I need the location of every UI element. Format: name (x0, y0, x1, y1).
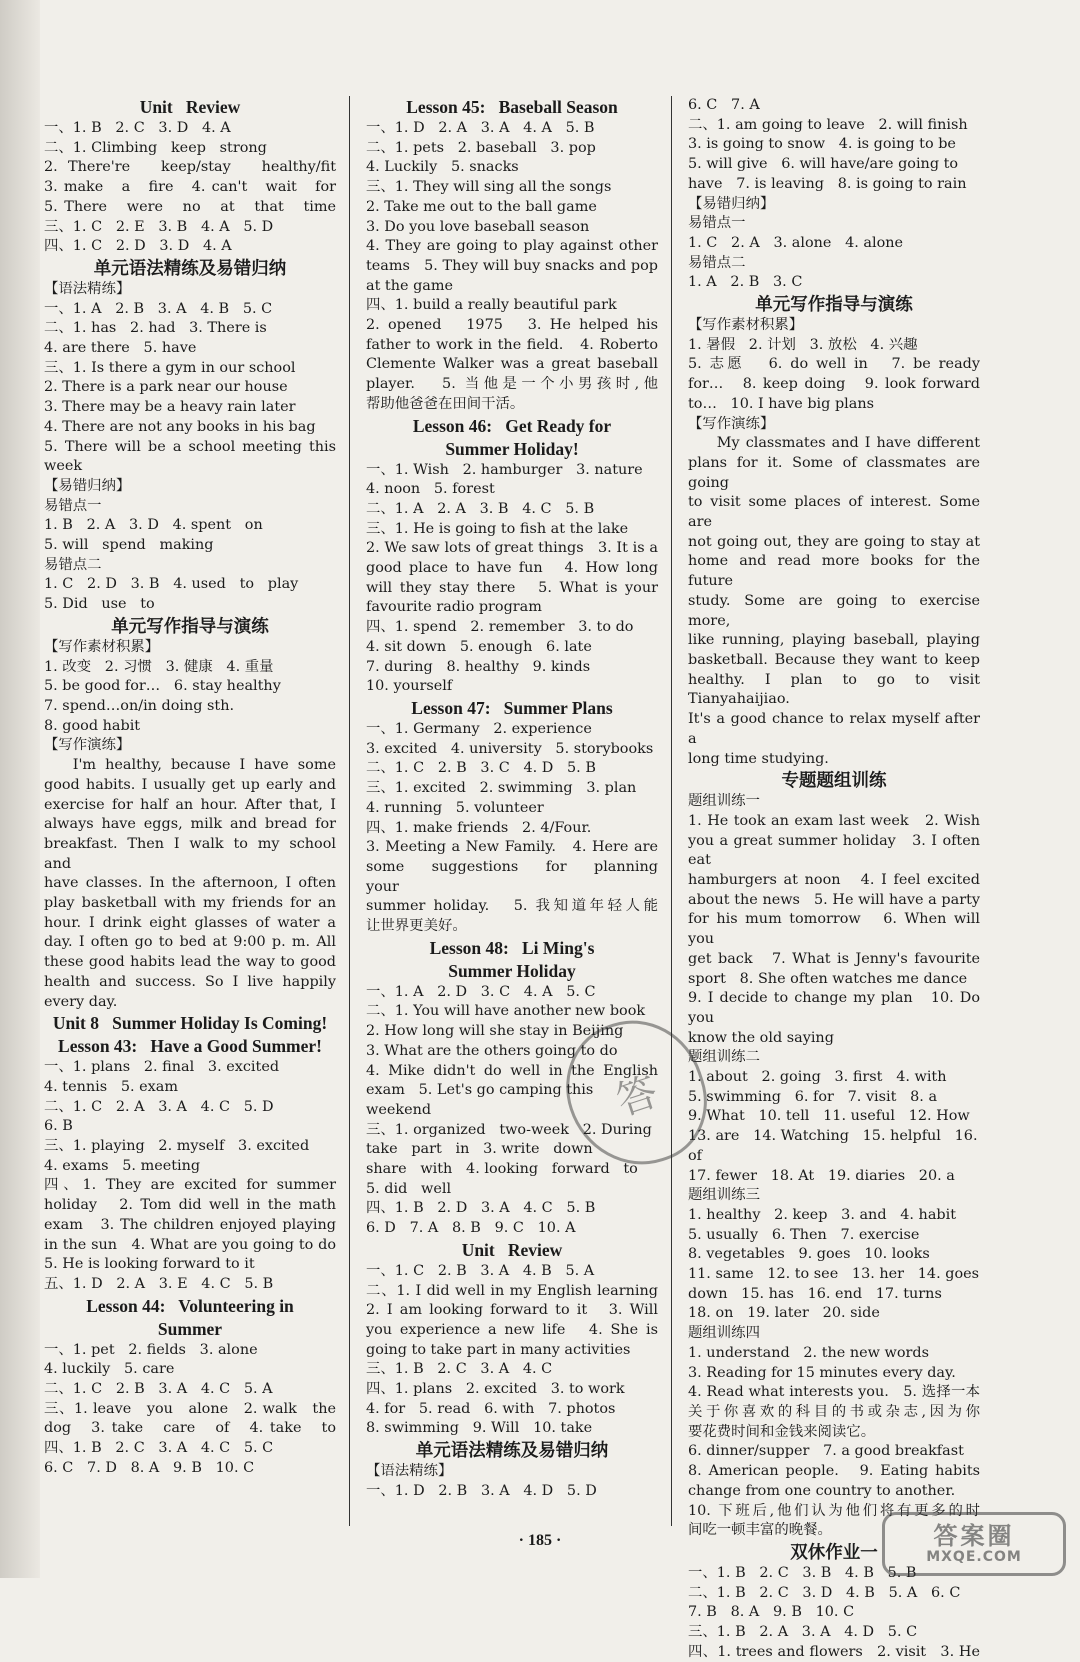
answer-line: play basketball with my friends for an (44, 895, 336, 912)
answer-line: 2. There're keep/stay healthy/fit (44, 159, 336, 176)
answer-line: 5. be good for… 6. stay healthy (44, 678, 281, 695)
answer-line: 帮助他爸爸在田间干活。 (366, 395, 525, 412)
answer-line: 一、1. B 2. C 3. B 4. B 5. B (688, 1564, 917, 1581)
section-heading: Lesson 48: Li Ming's (429, 937, 595, 958)
column-divider (671, 96, 672, 1526)
answer-line: 5. There were no at that time (44, 198, 336, 215)
watermark-sub: MXQE.COM (926, 1549, 1022, 1565)
answer-line: 一、1. Wish 2. hamburger 3. nature (366, 461, 643, 478)
answer-line: 1. He took an exam last week 2. Wish (688, 812, 980, 829)
answer-line: 4. sit down 5. enough 6. late (366, 638, 592, 655)
answer-line: 8. American people. 9. Eating habits (688, 1463, 980, 1480)
answer-line: 二、1. C 2. B 3. C 4. D 5. B (366, 760, 596, 777)
answer-line: 7. during 8. healthy 9. kinds (366, 658, 591, 675)
answer-line: 3. is going to snow 4. is going to be (688, 136, 956, 153)
answer-line: 四、1. plans 2. excited 3. to work (366, 1381, 625, 1398)
answer-line: 8. vegetables 9. goes 10. looks (688, 1246, 930, 1263)
answer-line: 四、1. trees and flowers 2. visit 3. He (688, 1643, 980, 1660)
answer-line: down 15. has 16. end 17. turns (688, 1285, 942, 1302)
answer-line: 4. Mike didn't do well in the English (366, 1062, 658, 1079)
answer-line: you experience a new life 4. She is (366, 1321, 658, 1338)
answer-line: 6. dinner/supper 7. a good breakfast (688, 1443, 964, 1460)
answer-line: 5. usually 6. Then 7. exercise (688, 1226, 920, 1243)
answer-line: like running, playing baseball, playing (688, 632, 980, 649)
answer-line: 三、1. They will sing all the songs (366, 179, 612, 196)
answer-line: 4. are there 5. have (44, 340, 197, 357)
section-heading: 单元写作指导与演练 (755, 294, 913, 315)
answer-line: 6. C 7. D 8. A 9. B 10. C (44, 1459, 255, 1476)
answer-line: 10. yourself (366, 678, 453, 695)
answer-line: 5. will give 6. will have/are going to (688, 156, 959, 173)
answer-line: 二、1. C 2. A 3. A 4. C 5. D (44, 1098, 274, 1115)
answer-line: 1. C 2. A 3. alone 4. alone (688, 234, 904, 251)
answer-line: 四、1. build a really beautiful park (366, 297, 617, 314)
answer-line: about the news 5. He will have a party (688, 891, 980, 908)
answer-line: 四、1. C 2. D 3. D 4. A (44, 238, 232, 255)
page-number: · 185 · (518, 1532, 562, 1549)
answer-line: 3. excited 4. university 5. storybooks (366, 740, 654, 757)
answer-line: good place to have fun 4. How long (366, 560, 658, 577)
answer-line: 题组训练三 (688, 1187, 760, 1204)
section-heading: 单元语法精练及易错归纳 (415, 1440, 609, 1461)
answer-line: 5. will spend making (44, 537, 214, 554)
answer-line: 1. about 2. going 3. first 4. with (688, 1069, 947, 1086)
answer-line: 三、1. playing 2. myself 3. excited (44, 1138, 310, 1155)
answer-line: 1. B 2. A 3. D 4. spent on (44, 517, 263, 534)
answer-line: 四、1. B 2. D 3. A 4. C 5. B (366, 1200, 596, 1217)
answer-line: not going out, they are going to stay at (688, 533, 980, 550)
answer-line: 7. spend…on/in doing sth. (44, 697, 235, 714)
answer-line: basketball. Because they want to keep (688, 651, 980, 668)
answer-line: 二、1. A 2. A 3. B 4. C 5. B (366, 500, 595, 517)
answer-line: exercise for half an hour. After that, I (44, 796, 336, 813)
answer-line: 一、1. C 2. B 3. A 4. B 5. A (366, 1262, 595, 1279)
answer-line: 4. There are not any books in his bag (44, 418, 316, 435)
answer-line: 2. How long will she stay in Beijing (366, 1023, 624, 1040)
answer-line: change from one country to another. (688, 1482, 956, 1499)
answer-line: 三、1. leave you alone 2. walk the (44, 1400, 336, 1417)
answer-line: 二、1. I did well in my English learning (366, 1282, 658, 1299)
answer-line: take part in 3. write down (366, 1141, 593, 1158)
answer-line: know the old saying (688, 1029, 834, 1046)
answer-line: 易错点一 (44, 497, 102, 514)
answer-line: 三、1. B 2. C 3. A 4. C (366, 1361, 553, 1378)
answer-line: favourite radio program (366, 599, 542, 616)
section-heading: Unit Review (461, 1239, 563, 1260)
answer-line: to visit some places of interest. Some are (688, 494, 985, 531)
answer-line: It's a good chance to relax myself after a (688, 711, 985, 747)
answer-line: 易错点一 (688, 215, 746, 232)
answer-line: 四、1. spend 2. remember 3. to do (366, 619, 634, 636)
column-divider (349, 96, 350, 1526)
answer-line: 4. Read what interests you. 5. 选择一本 (688, 1384, 980, 1401)
answer-line: you a great summer holiday 3. I often eat (688, 832, 985, 869)
answer-line: 7. B 8. A 9. B 10. C (688, 1604, 855, 1621)
answer-line: 二、1. pets 2. baseball 3. pop (366, 139, 596, 156)
section-heading: Lesson 46: Get Ready for (412, 415, 612, 436)
answer-line: hamburgers at noon 4. I feel excited (688, 872, 980, 889)
answer-line: 【语法精练】 (366, 1463, 453, 1480)
answer-line: 【写作素材积累】 (44, 638, 160, 655)
answer-line: share with 4. looking forward to (366, 1161, 638, 1178)
answer-line: 关于你喜欢的科目的书或杂志,因为你 (688, 1404, 980, 1420)
answer-line: 二、1. am going to leave 2. will finish (688, 116, 968, 133)
answer-line: 2. Take me out to the ball game (366, 198, 597, 215)
answer-line: 4. luckily 5. care (44, 1361, 175, 1378)
answer-line: 6. B (44, 1118, 73, 1135)
answer-line: 2. There is a park near our house (44, 379, 288, 396)
answer-line: every day. (44, 993, 118, 1010)
section-heading: Summer Holiday (448, 960, 576, 981)
section-heading: 单元写作指导与演练 (111, 615, 269, 636)
answer-line: 一、1. A 2. D 3. C 4. A 5. C (366, 983, 596, 1000)
answer-line: 13. are 14. Watching 15. helpful 16. of (688, 1128, 983, 1164)
answer-line: exam 3. The children enjoyed playing (44, 1216, 336, 1233)
section-heading: Summer (157, 1318, 223, 1339)
answer-line: 间吃一顿丰富的晚餐。 (688, 1522, 832, 1539)
answer-line: to… 10. I have big plans (688, 395, 874, 412)
answer-line: 4. Luckily 5. snacks (366, 159, 519, 176)
answer-line: 1. 改变 2. 习惯 3. 健康 4. 重量 (44, 658, 274, 675)
answer-line: dog 3. take care of 4. take to (44, 1420, 336, 1437)
answer-line: have 7. is leaving 8. is going to rain (688, 175, 967, 192)
answer-line: 8. good habit (44, 717, 141, 734)
answer-line: 2. opened 1975 3. He helped his (366, 317, 658, 334)
answer-column-1 (44, 96, 341, 1479)
section-heading: 专题题组训练 (781, 770, 887, 791)
answer-line: player. 5. 当他是一个小男孩时,他 (366, 376, 658, 393)
answer-line: 易错点二 (688, 254, 746, 271)
answer-line: 18. on 19. later 20. side (688, 1305, 880, 1322)
answer-line: 4. noon 5. forest (366, 481, 495, 498)
section-heading: Lesson 47: Summer Plans (411, 697, 613, 718)
answer-line: always have eggs, milk and bread for (44, 816, 336, 833)
answer-line: at the game (366, 277, 454, 294)
answer-line: 五、1. D 2. A 3. E 4. C 5. B (44, 1275, 274, 1292)
answer-line: 三、1. B 2. A 3. A 4. D 5. C (688, 1624, 918, 1641)
answer-line: study. Some are going to exercise more, (688, 592, 985, 629)
answer-line: 一、1. D 2. B 3. A 4. D 5. D (366, 1482, 597, 1499)
answer-line: summer holiday. 5. 我知道年轻人能 (366, 898, 658, 915)
answer-line: 三、1. C 2. E 3. B 4. A 5. D (44, 218, 274, 235)
answer-line: 四、1. make friends 2. 4/Four. (366, 819, 592, 836)
answer-line: 1. understand 2. the new words (688, 1344, 929, 1361)
section-heading: Unit 8 Summer Holiday Is Coming! (52, 1013, 328, 1034)
answer-line: have classes. In the afternoon, I often (44, 875, 336, 892)
answer-line: 4. exams 5. meeting (44, 1157, 201, 1174)
answer-line: plans for it. Some of classmates are going (688, 454, 985, 491)
watermark-main: 答案圈 (933, 1522, 1015, 1550)
answer-line: 2. We saw lots of great things 3. It is a (366, 540, 658, 557)
answer-line: 二、1. You will have another new book (366, 1003, 646, 1020)
answer-line: 6. C 7. A (688, 97, 760, 113)
answer-line: father to work in the field. 4. Roberto (366, 336, 658, 353)
answer-line: 四、1. B 2. C 3. A 4. C 5. C (44, 1440, 274, 1457)
section-heading: Unit Review (139, 97, 241, 117)
answer-line: 5. There will be a school meeting this (44, 438, 336, 455)
answer-line: 【易错归纳】 (688, 195, 775, 212)
answer-line: 【易错归纳】 (44, 477, 131, 494)
answer-line: 10. 下班后,他们认为他们将有更多的时 (688, 1502, 980, 1519)
answer-line: 【语法精练】 (44, 280, 131, 297)
stamp-mark: 答 (610, 1068, 664, 1125)
answer-line: 3. There may be a heavy rain later (44, 399, 296, 416)
answer-line: exam 5. Let's go camping this weekend (366, 1082, 598, 1118)
answer-line: 5. 志愿 6. do well in 7. be ready (688, 356, 980, 373)
answer-line: going to take part in many activities (366, 1341, 631, 1358)
answer-line: 9. I decide to change my plan 10. Do you (688, 990, 985, 1026)
answer-line: 4. running 5. volunteer (366, 799, 544, 816)
answer-line: 17. fewer 18. At 19. diaries 20. a (688, 1167, 955, 1184)
answer-line: home and read more books for the future (688, 553, 985, 590)
answer-line: 【写作演练】 (44, 737, 131, 754)
answer-line: 题组训练一 (688, 793, 760, 810)
answer-column-2 (366, 96, 672, 1502)
answer-line: 9. What 10. tell 11. useful 12. How (688, 1108, 970, 1125)
answer-line: 5. swimming 6. for 7. visit 8. a (688, 1088, 938, 1105)
answer-line: get back 7. What is Jenny's favourite (688, 950, 980, 967)
answer-line: in the sun 4. What are you going to do (44, 1236, 336, 1253)
answer-line: 二、1. has 2. had 3. There is (44, 320, 267, 337)
answer-line: 3. What are the others going to do (366, 1042, 618, 1059)
answer-line: 5. did well (366, 1180, 452, 1197)
answer-line: holiday 2. Tom did well in the math (44, 1197, 336, 1214)
answer-line: 4. tennis 5. exam (44, 1078, 179, 1095)
answer-line: 一、1. D 2. A 3. A 4. A 5. B (366, 120, 595, 136)
answer-line: will they stay there 5. What is your (366, 579, 658, 596)
answer-line: 5. Did use to (44, 596, 155, 613)
answer-line: for… 8. keep doing 9. look forward (688, 376, 980, 393)
answer-line: some suggestions for planning your (366, 858, 672, 895)
answer-line: 三、1. excited 2. swimming 3. plan (366, 780, 637, 797)
section-heading: Lesson 44: Volunteering in (86, 1295, 294, 1316)
answer-line: 一、1. Germany 2. experience (366, 720, 592, 737)
answer-line: 4. for 5. read 6. with 7. photos (366, 1400, 616, 1417)
answer-line: 3. Do you love baseball season (366, 218, 590, 235)
section-heading: 单元语法精练及易错归纳 (93, 257, 287, 278)
answer-line: 一、1. A 2. B 3. A 4. B 5. C (44, 300, 273, 317)
answer-line: health and success. So I live happily (44, 973, 336, 990)
answer-line: 二、1. Climbing keep strong (44, 139, 267, 156)
answer-line: healthy. I plan to go to visit Tianyahaijiao. (688, 671, 985, 708)
answer-line: long time studying. (688, 750, 829, 767)
answer-line: good habits. I usually get up early and (44, 776, 336, 793)
answer-line: My classmates and I have different (716, 435, 980, 452)
answer-line: 三、1. organized two-week 2. During (366, 1121, 652, 1138)
answer-line: 一、1. pet 2. fields 3. alone (44, 1341, 258, 1358)
section-heading: Summer Holiday! (445, 438, 579, 459)
answer-line: teams 5. They will buy snacks and pop (366, 257, 658, 274)
answer-line: 一、1. B 2. C 3. D 4. A (44, 120, 231, 136)
answer-line: 3. Reading for 15 minutes every day. (688, 1364, 956, 1381)
answer-line: 1. A 2. B 3. C (688, 274, 803, 291)
page-edge-shadow (0, 0, 40, 1578)
answer-line: 一、1. plans 2. final 3. excited (44, 1059, 280, 1076)
section-heading: Lesson 45: Baseball Season (406, 97, 618, 117)
answer-line: day. I often go to bed at 9:00 p. m. All (44, 934, 336, 951)
answer-line: sport 8. She often watches me dance (688, 970, 968, 987)
answer-line: 3. make a fire 4. can't wait for (44, 179, 336, 196)
answer-line: 1. C 2. D 3. B 4. used to play (44, 576, 299, 593)
answer-line: 5. He is looking forward to it (44, 1256, 255, 1273)
answer-line: 要花费时间和金钱来阅读它。 (688, 1423, 876, 1440)
answer-line: breakfast. Then I walk to my school and (44, 835, 341, 872)
answer-line: 题组训练四 (688, 1325, 760, 1342)
answer-line: 二、1. B 2. C 3. D 4. B 5. A 6. C (688, 1584, 961, 1601)
answer-line: 题组训练二 (688, 1049, 760, 1066)
answer-line: 1. healthy 2. keep 3. and 4. habit (688, 1206, 957, 1223)
answer-line: 三、1. He is going to fish at the lake (366, 520, 629, 537)
answer-line: for his mum tomorrow 6. When will you (688, 911, 985, 948)
answer-line: 三、1. Is there a gym in our school (44, 359, 296, 376)
answer-line: 8. swimming 9. Will 10. take (366, 1420, 593, 1437)
answer-line: 3. Meeting a New Family. 4. Here are (366, 839, 658, 856)
answer-line: 1. 暑假 2. 计划 3. 放松 4. 兴趣 (688, 336, 918, 353)
answer-line: week (44, 458, 83, 475)
answer-line: 四、1. They are excited for summer (44, 1177, 336, 1194)
answer-line: 【写作演练】 (688, 415, 775, 432)
answer-line: 二、1. C 2. B 3. A 4. C 5. A (44, 1381, 273, 1398)
answer-column-3 (688, 96, 985, 1662)
answer-line: 让世界更美好。 (366, 918, 467, 935)
section-heading: Lesson 43: Have a Good Summer! (58, 1036, 322, 1057)
answer-line: Clemente Walker was a great baseball (366, 356, 658, 373)
answer-line: 11. same 12. to see 13. her 14. goes (688, 1266, 980, 1283)
section-heading: 双休作业一 (790, 1541, 878, 1562)
answer-line: hour. I drink eight glasses of water a (44, 914, 336, 931)
answer-line: 4. They are going to play against other (366, 238, 658, 255)
answer-line: these good habits lead the way to good (44, 954, 336, 971)
answer-line: 易错点二 (44, 556, 102, 573)
answer-line: 6. D 7. A 8. B 9. C 10. A (366, 1220, 576, 1237)
answer-line: I'm healthy, because I have some (72, 757, 336, 774)
watermark-logo (882, 1512, 1066, 1576)
answer-line: 【写作素材积累】 (688, 317, 804, 334)
answer-line: 2. I am looking forward to it 3. Will (366, 1302, 658, 1319)
